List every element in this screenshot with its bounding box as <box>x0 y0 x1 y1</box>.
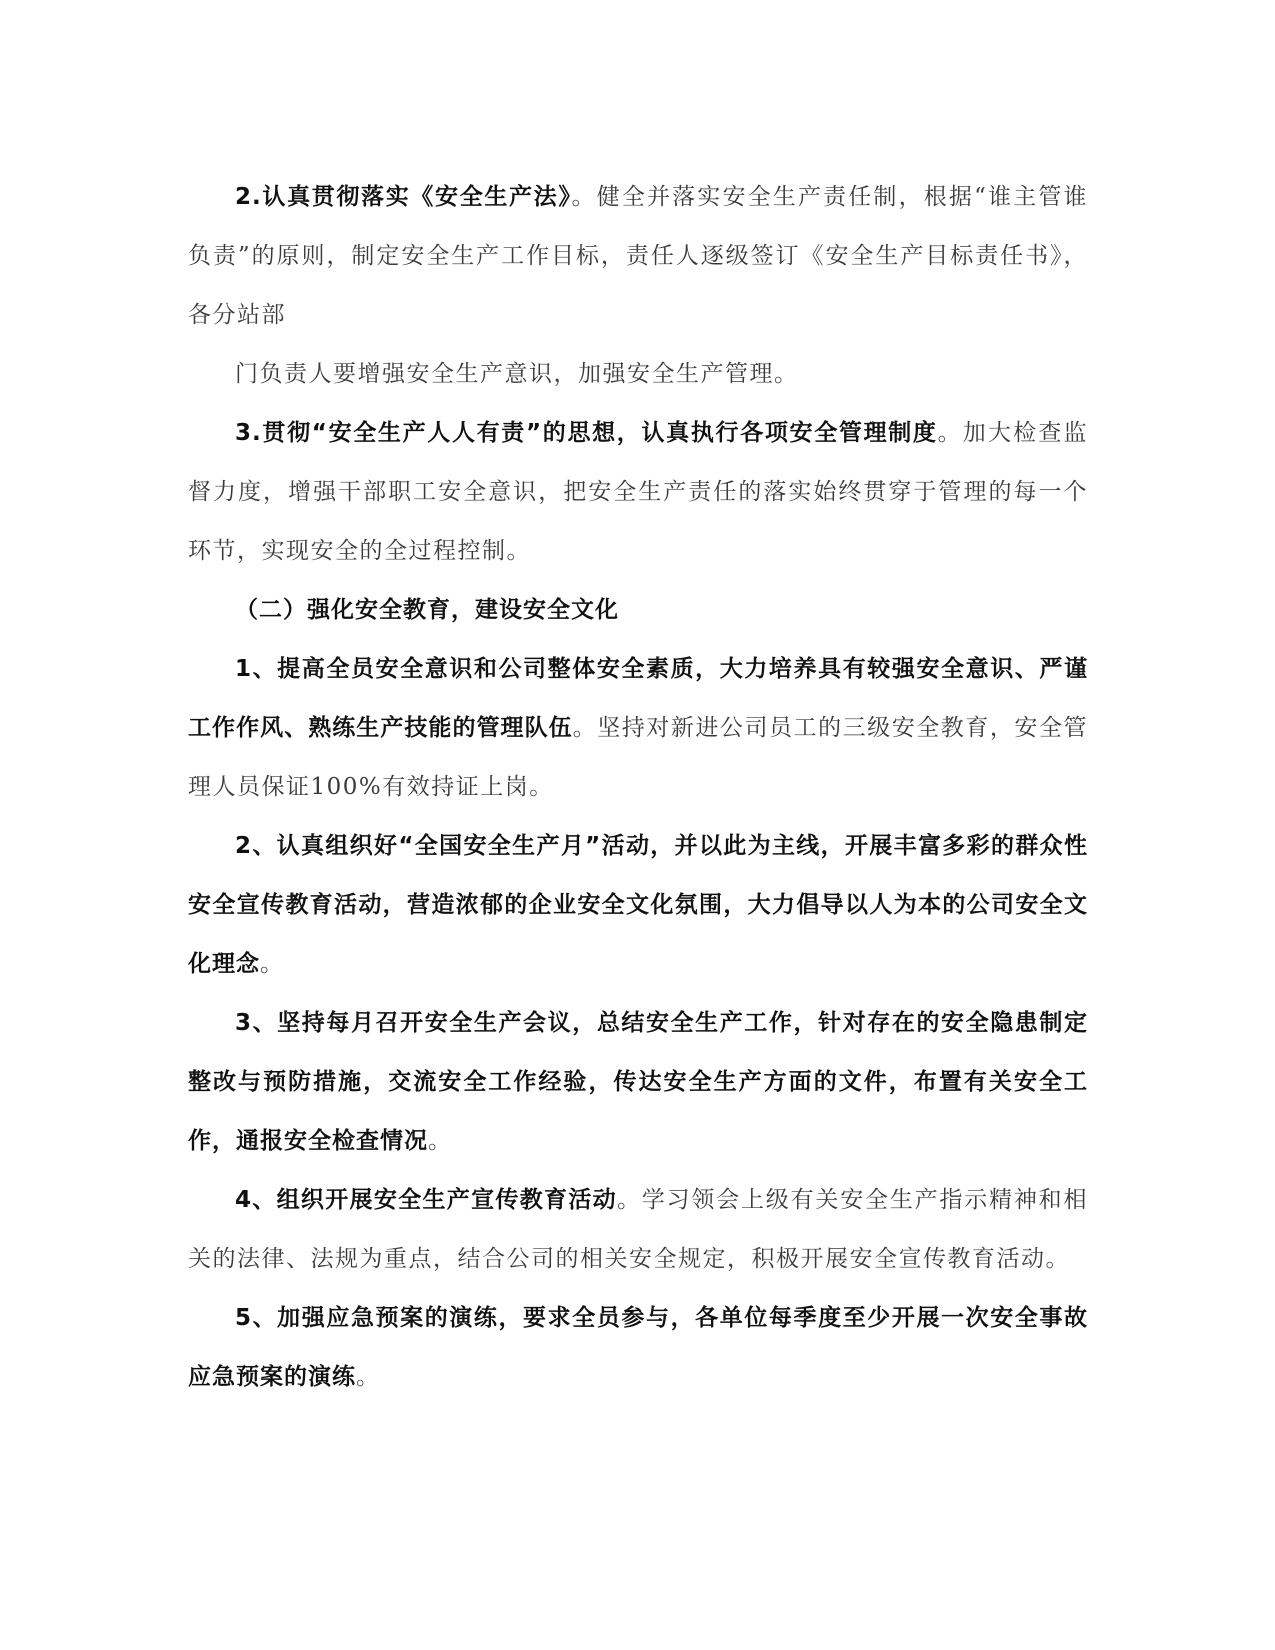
paragraph-improve-awareness <box>188 640 1088 817</box>
paragraph-body-text: 。坚持对新进公司员工的三级安全教育，安全管理人员保证100%有效持证上岗。 <box>188 715 1089 800</box>
paragraph-monthly-meeting <box>188 994 1088 1171</box>
paragraph-lead-bold: 1、提高全员安全意识和公司整体安全素质，大力培养具有较强安全意识、严谨工作作风、熟练生产技能的管理队伍 <box>188 656 1088 741</box>
paragraph-lead-bold: 3.贯彻“安全生产人人有责”的思想，认真执行各项安全管理制度 <box>235 420 938 446</box>
paragraph-department-heads <box>188 345 1088 404</box>
section-heading-safety-education <box>188 581 1088 640</box>
paragraph-lead-bold: 4、组织开展安全生产宣传教育活动 <box>235 1187 617 1213</box>
section-heading-text: （二）强化安全教育，建设安全文化 <box>235 597 619 623</box>
paragraph-publicity-education <box>188 1171 1088 1289</box>
paragraph-emergency-drill <box>188 1289 1088 1407</box>
paragraph-lead-bold: 3、坚持每月召开安全生产会议，总结安全生产工作，针对存在的安全隐患制定整改与预防措施，交流安全工作经验，传达安全生产方面的文件，布置有关安全工作，通报安全检查情况 <box>188 1010 1088 1154</box>
paragraph-body-text: 。 <box>260 951 285 977</box>
paragraph-body-text: 。 <box>428 1128 453 1154</box>
paragraph-lead-bold: 2、认真组织好“全国安全生产月”活动，并以此为主线，开展丰富多彩的群众性安全宣传教育活动，营造浓郁的企业安全文化氛围，大力倡导以人为本的公司安全文化理念 <box>188 833 1088 977</box>
paragraph-lead-bold: 5、加强应急预案的演练，要求全员参与，各单位每季度至少开展一次安全事故应急预案的演练 <box>188 1305 1088 1390</box>
paragraph-implement-safety-law <box>188 168 1088 345</box>
paragraph-body-text: 门负责人要增强安全生产意识，加强安全生产管理。 <box>235 361 799 387</box>
paragraph-lead-bold: 2.认真贯彻落实《安全生产法》 <box>235 184 572 210</box>
paragraph-body-text: 。健全并落实安全生产责任制，根据“谁主管谁负责”的原则，制定安全生产工作目标，责任人逐级签订《安全生产目标责任书》，各分站部 <box>188 184 1088 328</box>
document-body <box>188 168 1088 1407</box>
paragraph-safety-month <box>188 817 1088 994</box>
paragraph-body-text: 。加大检查监督力度，增强干部职工安全意识，把安全生产责任的落实始终贯穿于管理的每一个环节，实现安全的全过程控制。 <box>188 420 1088 564</box>
paragraph-everyone-responsible <box>188 404 1088 581</box>
paragraph-body-text: 。 <box>356 1364 381 1390</box>
paragraph-body-text: 。学习领会上级有关安全生产指示精神和相关的法律、法规为重点，结合公司的相关安全规定，积极开展安全宣传教育活动。 <box>188 1187 1088 1272</box>
